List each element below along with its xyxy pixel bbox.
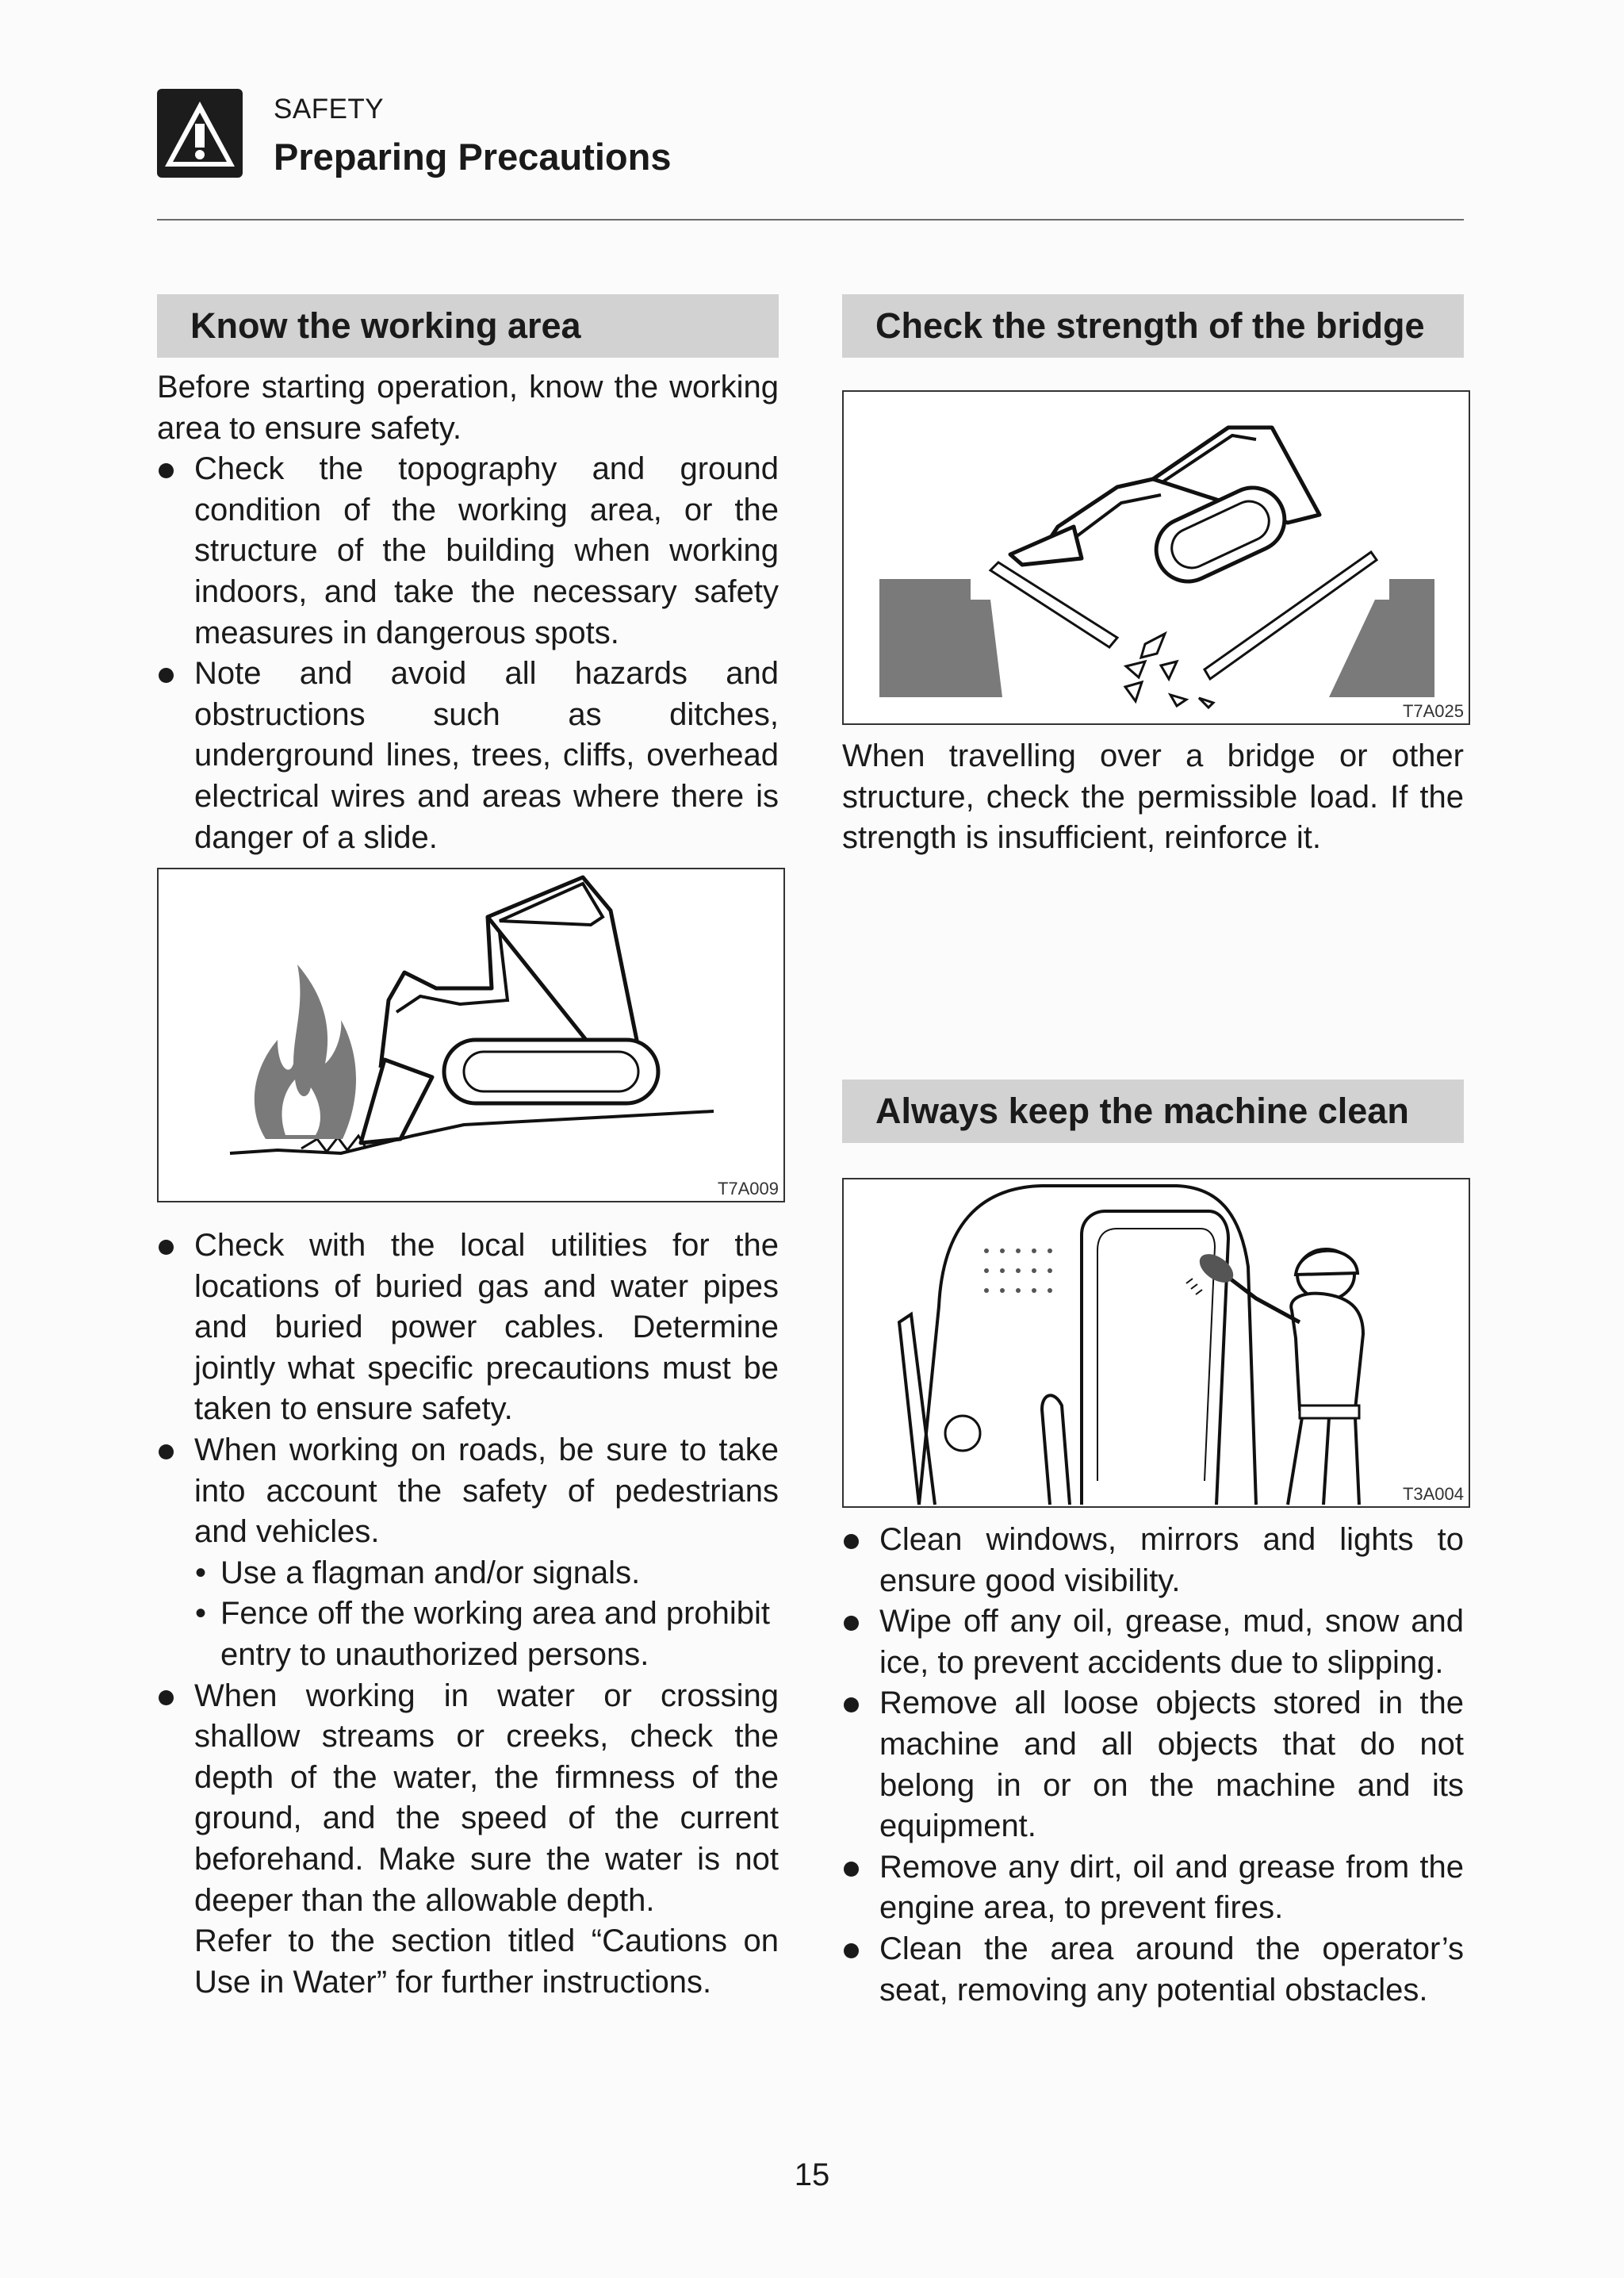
figure-code: T3A004 <box>1402 1484 1464 1504</box>
bullet-utilities: Check with the local utilities for the locations of buried gas and water pipes and buried power cables. Determine jointly what specific precautions must be taken to ensure safety. <box>157 1225 779 1430</box>
header-divider <box>157 219 1464 221</box>
bullet-hazards: Note and avoid all hazards and obstructions such as ditches, underground lines, trees, cliffs, overhead electrical wires and areas where there is danger of a slide. <box>157 654 779 858</box>
section-label: SAFETY <box>274 94 385 125</box>
working-area-intro: Before starting operation, know the working area to ensure safety. <box>157 370 779 446</box>
bullet-topography: Check the topography and ground condition of the working area, or the structure of the building when working indoors, and take the necessary safety measures in dangerous spots. <box>157 449 779 654</box>
heading-keep-clean: Always keep the machine clean <box>842 1080 1464 1143</box>
figure-fire-hazard <box>157 868 785 1202</box>
refer-note: Refer to the section titled “Cautions on Use in Water” for further instructions. <box>194 1923 779 2000</box>
bullet-engine-area: Remove any dirt, oil and grease from the engine area, to prevent fires. <box>842 1847 1464 1929</box>
bullet-water: When working in water or crossing shallow streams or creeks, check the depth of the water, the firmness of the ground, and the speed of the current beforehand. Make sure the water is not deeper than the allowable depth. <box>157 1676 779 1922</box>
figure-cleaning-machine <box>842 1178 1470 1508</box>
bridge-text: When travelling over a bridge or other structure, check the permissible load. If the strength is insufficient, reinforce it. <box>842 738 1464 856</box>
heading-bridge-strength: Check the strength of the bridge <box>842 294 1464 358</box>
heading-know-working-area: Know the working area <box>157 294 779 358</box>
bullet-remove-objects: Remove all loose objects stored in the machine and all objects that do not belong in or on the machine and its equipment. <box>842 1683 1464 1847</box>
working-area-text-bottom <box>157 1225 779 2003</box>
figure-code: T7A025 <box>1402 701 1464 721</box>
bridge-collapse-illustration <box>844 392 1472 727</box>
bullet-wipe-oil: Wipe off any oil, grease, mud, snow and ice, to prevent accidents due to slipping. <box>842 1601 1464 1683</box>
working-area-text-top <box>157 367 779 858</box>
bullet-roads: When working on roads, be sure to take into account the safety of pedestrians and vehicles. <box>157 1430 779 1553</box>
bullet-clean-windows: Clean windows, mirrors and lights to ensure good visibility. <box>842 1520 1464 1601</box>
sub-bullet-flagman: • Use a flagman and/or signals. <box>157 1553 779 1594</box>
warning-triangle-icon <box>157 89 243 178</box>
clean-text <box>842 1520 1464 2011</box>
sub-bullet-fence: • Fence off the working area and prohibit entry to unauthorized persons. <box>157 1593 779 1675</box>
figure-bridge-collapse <box>842 390 1470 725</box>
page-number: 15 <box>794 2157 830 2192</box>
skid-steer-fire-illustration <box>159 869 787 1204</box>
worker-cleaning-cab-illustration <box>844 1179 1472 1509</box>
bullet-operator-seat: Clean the area around the operator’s seat, removing any potential obstacles. <box>842 1929 1464 2011</box>
page-title: Preparing Precautions <box>274 136 672 178</box>
figure-code: T7A009 <box>717 1179 779 1198</box>
